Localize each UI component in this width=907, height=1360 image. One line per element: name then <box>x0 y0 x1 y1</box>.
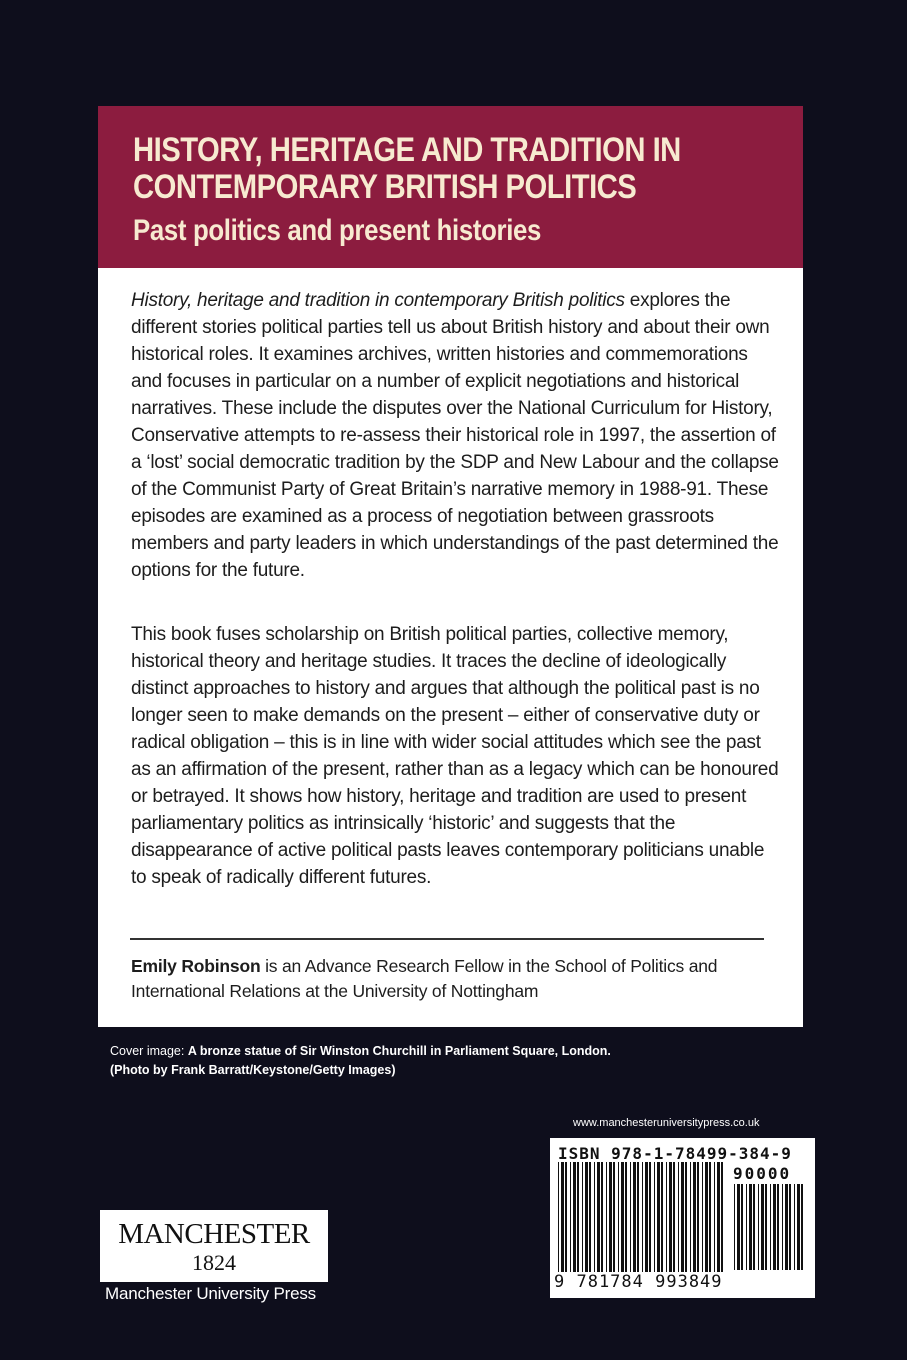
barcode-bar <box>702 1162 703 1272</box>
barcode-bar <box>789 1184 791 1270</box>
barcode-bar <box>573 1162 576 1272</box>
barcode-bar <box>613 1162 615 1272</box>
publisher-website: www.manchesteruniversitypress.co.uk <box>573 1117 760 1129</box>
barcode-bar <box>585 1162 588 1272</box>
cover-image-credit <box>110 1042 730 1080</box>
barcode-bar <box>794 1184 795 1270</box>
barcode-bar <box>570 1162 571 1272</box>
publisher-name: Manchester University Press <box>105 1284 316 1303</box>
barcode-bar <box>637 1162 639 1272</box>
barcode-bar <box>669 1162 672 1272</box>
barcode-bar <box>618 1162 619 1272</box>
barcode-bar <box>601 1162 603 1272</box>
barcode-bar <box>657 1162 660 1272</box>
barcode-bar <box>761 1184 764 1270</box>
barcode-bar <box>649 1162 651 1272</box>
barcode-bar <box>734 1184 735 1270</box>
book-title <box>133 132 701 206</box>
barcode-bar <box>582 1162 583 1272</box>
barcode-bar <box>709 1162 711 1272</box>
logo-wordmark: MANCHESTER <box>118 1218 310 1250</box>
logo-year: 1824 <box>192 1250 236 1275</box>
barcode-bar <box>594 1162 595 1272</box>
price-barcode-bars <box>732 1184 808 1270</box>
book-subtitle: Past politics and present histories <box>133 214 542 247</box>
author-bio <box>131 954 781 1004</box>
blurb-panel <box>98 268 803 1027</box>
credit-caption: A bronze statue of Sir Winston Churchill in Parliament Square, London. <box>187 1044 611 1058</box>
barcode-bar <box>678 1162 679 1272</box>
author-bio-text: is an Advance Research Fellow in the School of Politics and International Relations at the University of Nottingham <box>131 956 718 1001</box>
barcode-bars <box>556 1162 728 1272</box>
author-name: Emily Robinson <box>131 956 261 976</box>
barcode-bar <box>714 1162 715 1272</box>
barcode-bar <box>770 1184 771 1270</box>
barcode-bar <box>666 1162 667 1272</box>
barcode-bar <box>753 1184 755 1270</box>
isbn-text: ISBN 978-1-78499-384-9 <box>558 1144 792 1163</box>
barcode-bar <box>597 1162 600 1272</box>
barcode-bar <box>693 1162 696 1272</box>
blurb-paragraph-1-text: explores the different stories political parties tell us about British history and about their own historical roles. It examines archives, written histories and commemorations and focuses in particular on a number of explicit negotiations and historical narratives. These include the disputes over the National Curriculum for History, Conservative attempts to re-assess their historical role in 1997, the assertion of a ‘lost’ social democratic tradition by the SDP and New Labour and the collapse of the Communist Party of Great Britain’s narrative memory in 1988-91. These episodes are examined as a process of negotiation between grassroots members and party leaders in which understandings of the past determined the options for the future. <box>131 290 779 581</box>
barcode-bar <box>565 1162 567 1272</box>
barcode-bar <box>765 1184 767 1270</box>
barcode-bar <box>685 1162 687 1272</box>
blurb-paragraph-2: This book fuses scholarship on British political parties, collective memory, historical theory and heritage studies. It traces the decline of ideologically distinct approaches to history and argues that although the political past is no longer seen to make demands on the present – either of conservative duty or radical obligation – this is in line with wider social attitudes which see the past as an affirmation of the present, rather than as a legacy which can be honoured or betrayed. It shows how history, heritage and tradition are used to present parliamentary politics as intrinsically ‘historic’ and suggests that the disappearance of active political pasts leaves contemporary politicians unable to speak of radically different futures. <box>131 624 779 888</box>
barcode-bar <box>558 1162 559 1272</box>
barcode-bar <box>737 1184 740 1270</box>
barcode-bar <box>633 1162 636 1272</box>
isbn-barcode <box>550 1138 815 1298</box>
publisher-logo <box>100 1210 328 1282</box>
barcode-bar <box>630 1162 631 1272</box>
blurb-paragraph-1 <box>131 287 781 584</box>
divider <box>130 938 764 940</box>
barcode-bar <box>773 1184 776 1270</box>
barcode-bar <box>697 1162 699 1272</box>
barcode-bar <box>690 1162 691 1272</box>
barcode-bar <box>741 1184 743 1270</box>
title-panel <box>98 106 803 268</box>
barcode-bar <box>642 1162 643 1272</box>
barcode-bar <box>609 1162 612 1272</box>
barcode-bar <box>758 1184 759 1270</box>
book-title-line-2: CONTEMPORARY BRITISH POLITICS <box>133 168 637 206</box>
barcode-bar <box>589 1162 591 1272</box>
barcode-bar <box>705 1162 708 1272</box>
price-code: 90000 <box>733 1164 792 1183</box>
barcode-bar <box>673 1162 675 1272</box>
credit-label: Cover image: <box>110 1044 188 1058</box>
barcode-bar <box>625 1162 627 1272</box>
barcode-bar <box>777 1184 779 1270</box>
barcode-bar <box>661 1162 663 1272</box>
barcode-number: 9 781784 993849 <box>554 1272 723 1292</box>
credit-photo: (Photo by Frank Barratt/Keystone/Getty Images) <box>110 1063 396 1077</box>
barcode-bar <box>749 1184 752 1270</box>
barcode-bar <box>797 1184 800 1270</box>
barcode-bar <box>782 1184 783 1270</box>
barcode-bar <box>785 1184 788 1270</box>
book-title-line-1: HISTORY, HERITAGE AND TRADITION IN <box>133 131 681 169</box>
barcode-bar <box>561 1162 564 1272</box>
barcode-bar <box>801 1184 803 1270</box>
barcode-bar <box>621 1162 624 1272</box>
barcode-bar <box>654 1162 655 1272</box>
barcode-bar <box>606 1162 607 1272</box>
barcode-bar <box>645 1162 648 1272</box>
barcode-bar <box>577 1162 579 1272</box>
blurb-book-title: History, heritage and tradition in contemporary British politics <box>131 290 625 311</box>
barcode-bar <box>746 1184 747 1270</box>
barcode-bar <box>717 1162 720 1272</box>
barcode-bar <box>721 1162 723 1272</box>
barcode-bar <box>681 1162 684 1272</box>
